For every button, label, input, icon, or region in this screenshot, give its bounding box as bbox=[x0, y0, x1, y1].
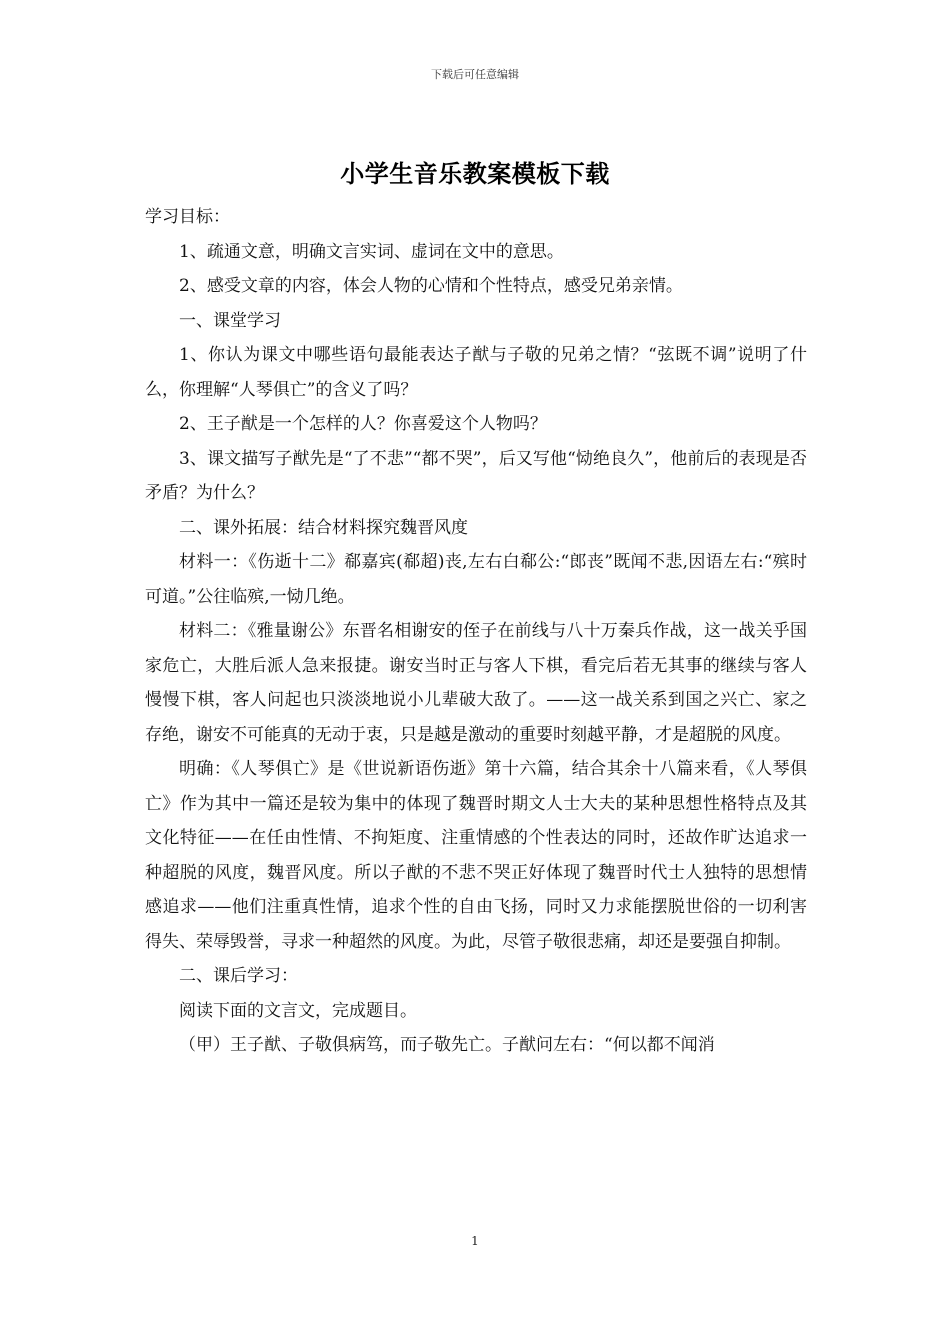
document-title: 小学生音乐教案模板下载 bbox=[340, 159, 610, 188]
document-body bbox=[145, 200, 807, 1063]
paragraph: 阅读下面的文言文，完成题目。 bbox=[179, 1000, 417, 1021]
paragraph: 1、疏通文意，明确文言实词、虚词在文中的意思。 bbox=[179, 241, 564, 262]
paragraph: 3、课文描写子猷先是“了不悲”“都不哭”，后又写他“恸绝良久”，他前后的表现是否矛盾？为什么？ bbox=[145, 448, 807, 503]
section-heading: 二、课后学习： bbox=[179, 966, 298, 986]
section-heading: 一、课堂学习 bbox=[179, 310, 281, 331]
paragraph-learning-goals: 学习目标： bbox=[145, 207, 230, 227]
header-note: 下载后可任意编辑 bbox=[431, 68, 519, 81]
paragraph: 材料一：《伤逝十二》郗嘉宾(郗超)丧,左右白郗公:“郎丧”既闻不悲,因语左右:“殡时可道。”公往临殡,一恸几绝。 bbox=[145, 552, 807, 607]
paragraph: 2、王子猷是一个怎样的人？你喜爱这个人物吗？ bbox=[179, 414, 547, 434]
section-heading: 二、课外拓展：结合材料探究魏晋风度 bbox=[179, 517, 468, 538]
paragraph: 明确：《人琴俱亡》是《世说新语伤逝》第十六篇，结合其余十八篇来看，《人琴俱亡》作为其中一篇还是较为集中的体现了魏晋时期文人士大夫的某种思想性格特点及其文化特征——在任由性情、不拘矩度、注重情感的个性表达的同时，还故作旷达追求一种超脱的风度，魏晋风度。所以子猷的不悲不哭正好体现了魏晋时代士人独特的思想情感追求——他们注重真性情，追求个性的自由飞扬，同时又力求能摆脱世俗的一切利害得失、荣辱毁誉，寻求一种超然的风度。为此，尽管子敬很悲痛，却还是要强自抑制。 bbox=[145, 759, 807, 952]
paragraph: 2、感受文章的内容，体会人物的心情和个性特点，感受兄弟亲情。 bbox=[179, 276, 683, 296]
paragraph: 1、你认为课文中哪些语句最能表达子猷与子敬的兄弟之情？“弦既不调”说明了什么，你理解“人琴俱亡”的含义了吗？ bbox=[145, 345, 807, 400]
paragraph: 材料二：《雅量谢公》东晋名相谢安的侄子在前线与八十万秦兵作战，这一战关乎国家危亡，大胜后派人急来报捷。谢安当时正与客人下棋，看完后若无其事的继续与客人慢慢下棋，客人问起也只淡淡地说小儿辈破大敌了。——这一战关系到国之兴亡、家之存绝，谢安不可能真的无动于衷，只是越是激动的重要时刻越平静，才是超脱的风度。 bbox=[145, 621, 807, 745]
page-number: 1 bbox=[471, 1234, 479, 1248]
paragraph: （甲）王子猷、子敬俱病笃，而子敬先亡。子猷问左右：“何以都不闻消 bbox=[179, 1035, 715, 1055]
